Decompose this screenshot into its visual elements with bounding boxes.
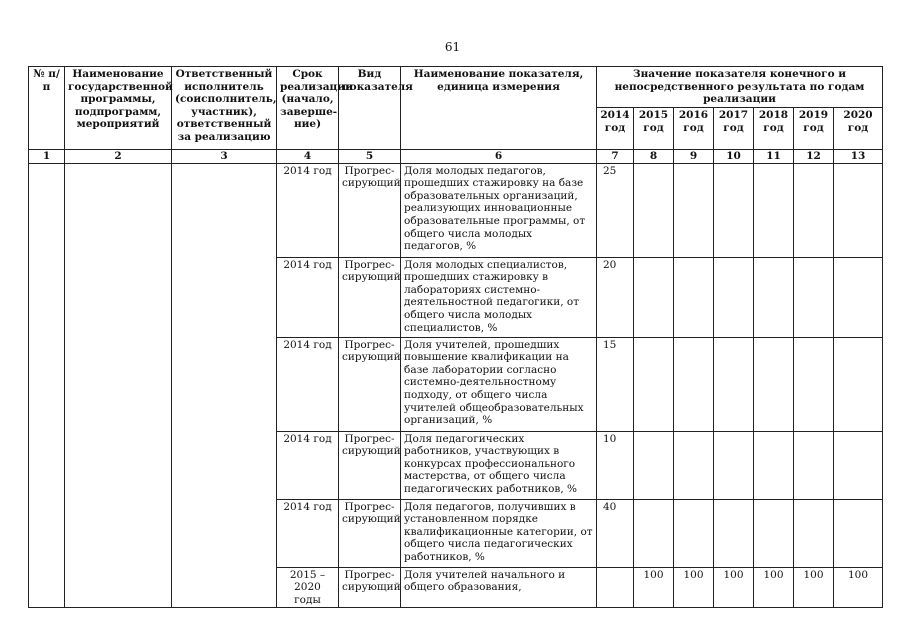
header-values-group: Значение показателя конечного и непосредственного результата по годам реализации [597,67,883,108]
cell-value-2016 [674,431,714,499]
cell-term: 2014 год [277,499,339,567]
cell-value-2017 [714,257,754,337]
cell-value-2015 [634,499,674,567]
cell-value-2018 [754,499,794,567]
cell-value-2015 [634,337,674,431]
column-number: 11 [754,150,794,164]
cell-value-2019 [794,257,834,337]
cell-term: 2014 год [277,163,339,257]
cell-value-2014: 15 [597,337,634,431]
cell-value-2020 [834,499,883,567]
cell-value-2016 [674,163,714,257]
cell-value-2015 [634,431,674,499]
cell-value-2018: 100 [754,567,794,608]
header-executor: Ответственный исполнитель (соисполнитель, участник), ответственный за реализацию [172,67,277,150]
header-kind: Вид показателя [339,67,401,150]
cell-kind: Прогрес-сирующий [339,163,401,257]
cell-num [29,163,65,608]
cell-value-2014: 10 [597,431,634,499]
cell-value-2020 [834,337,883,431]
cell-term: 2015 – 2020 годы [277,567,339,608]
column-number: 7 [597,150,634,164]
cell-value-2016 [674,257,714,337]
column-number: 1 [29,150,65,164]
cell-value-2020 [834,163,883,257]
cell-indicator: Доля учителей, прошедших повышение квалификации на базе лаборатории согласно системно-деятельностному подходу, от общего числа учителей общеобразовательных организаций, % [401,337,597,431]
cell-value-2016 [674,499,714,567]
header-year-2014: 2014 год [597,108,634,150]
header-year-2018: 2018 год [754,108,794,150]
column-number-row [29,150,883,164]
cell-indicator: Доля педагогических работников, участвующих в конкурсах профессионального мастерства, от общего числа педагогических работников, % [401,431,597,499]
cell-executor [172,163,277,608]
cell-term: 2014 год [277,431,339,499]
cell-kind: Прогрес-сирующий [339,499,401,567]
cell-value-2017 [714,431,754,499]
column-number: 10 [714,150,754,164]
cell-value-2019 [794,337,834,431]
cell-value-2017 [714,499,754,567]
cell-value-2017 [714,337,754,431]
cell-value-2018 [754,337,794,431]
column-number: 2 [65,150,172,164]
indicators-table [28,66,883,608]
header-year-2016: 2016 год [674,108,714,150]
cell-value-2017: 100 [714,567,754,608]
header-year-2015: 2015 год [634,108,674,150]
cell-term: 2014 год [277,257,339,337]
cell-value-2016: 100 [674,567,714,608]
column-number: 12 [794,150,834,164]
header-row-1 [29,67,883,108]
header-program: Наименование государственной программы, подпрограмм, мероприятий [65,67,172,150]
column-number: 4 [277,150,339,164]
cell-kind: Прогрес-сирующий [339,431,401,499]
cell-indicator: Доля молодых педагогов, прошедших стажировку на базе образовательных организаций, реализующих инновационные образовательные программы, от общего числа молодых педагогов, % [401,163,597,257]
cell-value-2015: 100 [634,567,674,608]
cell-indicator: Доля молодых специалистов, прошедших стажировку в лабораториях системно-деятельностной педагогики, от общего числа молодых специалистов, % [401,257,597,337]
header-indicator: Наименование показателя, единица измерения [401,67,597,150]
column-number: 13 [834,150,883,164]
cell-value-2015 [634,163,674,257]
cell-kind: Прогрес-сирующий [339,257,401,337]
header-num: № п/п [29,67,65,150]
cell-kind: Прогрес-сирующий [339,567,401,608]
cell-program [65,163,172,608]
cell-term: 2014 год [277,337,339,431]
cell-indicator: Доля учителей начального и общего образования, [401,567,597,608]
table-row [29,163,883,257]
column-number: 5 [339,150,401,164]
cell-value-2019: 100 [794,567,834,608]
column-number: 8 [634,150,674,164]
cell-value-2014: 25 [597,163,634,257]
cell-indicator: Доля педагогов, получивших в установленном порядке квалификационные категории, от общего числа педагогических работников, % [401,499,597,567]
cell-value-2019 [794,163,834,257]
page-number: 61 [444,40,461,54]
cell-value-2020: 100 [834,567,883,608]
cell-value-2014 [597,567,634,608]
cell-kind: Прогрес-сирующий [339,337,401,431]
cell-value-2015 [634,257,674,337]
header-year-2019: 2019 год [794,108,834,150]
cell-value-2016 [674,337,714,431]
column-number: 6 [401,150,597,164]
cell-value-2020 [834,431,883,499]
cell-value-2018 [754,431,794,499]
column-number: 9 [674,150,714,164]
cell-value-2017 [714,163,754,257]
cell-value-2020 [834,257,883,337]
header-term: Срок реализации (начало, заверше-ние) [277,67,339,150]
cell-value-2019 [794,431,834,499]
header-year-2017: 2017 год [714,108,754,150]
column-number: 3 [172,150,277,164]
cell-value-2018 [754,163,794,257]
header-year-2020: 2020 год [834,108,883,150]
cell-value-2019 [794,499,834,567]
cell-value-2018 [754,257,794,337]
cell-value-2014: 40 [597,499,634,567]
cell-value-2014: 20 [597,257,634,337]
